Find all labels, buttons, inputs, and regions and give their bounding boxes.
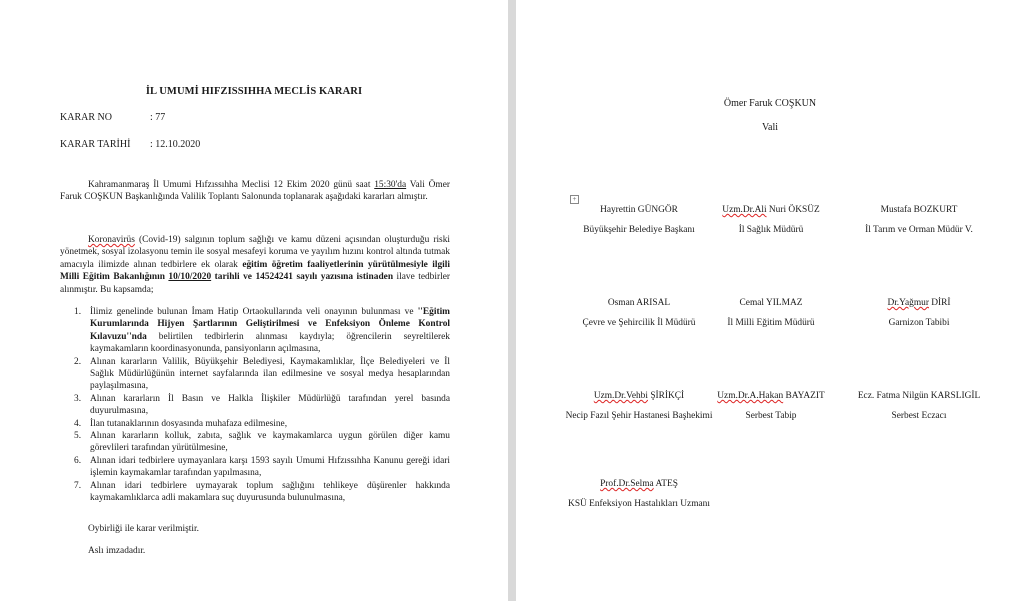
document-title: İL UMUMİ HIFZISSIHHA MECLİS KARARI — [145, 86, 363, 97]
chair-name: Ömer Faruk COŞKUN — [723, 98, 817, 109]
signatory-role: İl Tarım ve Orman Müdür V. — [865, 225, 973, 236]
list-item — [60, 455, 450, 480]
closing-signed: Aslı imzadadır. — [88, 546, 146, 556]
signatory-surname: ŞİRİKÇİ — [647, 391, 685, 401]
signatory-name — [696, 390, 846, 402]
body-text-a: (Covid-19) salgının toplum sağlığı ve kamu düzeni açısından oluşturduğu riski yönetmek, sosyal izolasyonu temin ile sosyal mesafeyi koruma ve yayılım hızını kontrol altında tutmak amacıyla ilimizde alınan tedbirlere ek olarak — [60, 235, 450, 270]
karar-tarihi-label: KARAR TARİHİ — [60, 139, 131, 150]
signatory-name — [564, 297, 714, 309]
karar-no-label: KARAR NO — [60, 112, 112, 123]
list-item-bold: ''Eğitim Kurumlarında Hijyen Şartlarının Geliştirilmesi ve Enfeksiyon Önleme Kontrol Kılavuzu''nda — [90, 307, 450, 342]
body-text-b: ilave tedbirler alınmıştır. Bu kapsamda; — [60, 272, 450, 295]
list-item-text: Alınan kararların kolluk, zabıta, sağlık ve kaymakamlarca uygun görülen diğer kamu görevlileri tarafından yürütülmesine, — [90, 431, 450, 454]
signatory — [564, 478, 714, 511]
body-paragraph — [60, 234, 450, 296]
list-item-number: 5. — [74, 431, 82, 442]
signatory-name — [696, 204, 846, 216]
karar-no-value: : 77 — [150, 112, 166, 123]
body-bold-date: 10/10/2020 — [168, 272, 212, 283]
list-item — [60, 480, 450, 505]
body-keyword: Koronavirüs — [88, 235, 135, 245]
document-page-right — [516, 0, 1024, 601]
list-item-number: 1. — [74, 307, 82, 317]
signatory-role: Garnizon Tabibi — [888, 318, 950, 329]
signatory-surname: BAYAZIT — [783, 391, 825, 401]
intro-text-a: Kahramanmaraş İl Umumi Hıfzıssıhha Meclisi 12 Ekim 2020 günü saat — [88, 180, 375, 190]
karar-no-row — [60, 112, 165, 123]
signatory-role: KSÜ Enfeksiyon Hastalıkları Uzmanı — [568, 499, 710, 510]
signatory-role: İl Milli Eğitim Müdürü — [727, 318, 815, 329]
signatory-title: Dr.Yağmur — [887, 298, 929, 308]
signatory-surname: DİRİ — [928, 298, 951, 308]
list-item-number: 3. — [74, 393, 82, 404]
decision-list — [60, 306, 450, 505]
signatory-role: Büyükşehir Belediye Başkanı — [583, 225, 695, 236]
signatory-surname: Nuri ÖKSÜZ — [766, 205, 820, 215]
signatory-name — [844, 390, 994, 402]
signatory-surname: Hayrettin GÜNGÖR — [600, 205, 678, 215]
list-item-text: Alınan idari tedbirlere uymayanlara karşı 1593 sayılı Umumi Hıfzıssıhha Kanunu gereği idari işlemin kaymakamlar tarafından yapılmasına, — [90, 455, 450, 479]
signatory-surname: Osman ARISAL — [607, 298, 671, 308]
signatory — [844, 204, 994, 237]
signatory-title: Uzm.Dr.Ali — [722, 205, 767, 215]
signatory-name — [844, 204, 994, 216]
signatory-surname: Ecz. Fatma Nilgün KARSLIGİL — [857, 391, 981, 401]
list-item-text: Alınan kararların Valilik, Büyükşehir Belediyesi, Kaymakamlıklar, İlçe Belediyeleri ve İl Sağlık Müdürlüğünün internet sayfalarında ilan edilmesine ve sosyal medya hesaplarından paylaşılmasına, — [90, 356, 450, 392]
signatory — [564, 204, 714, 237]
list-item-text: İlimiz genelinde bulunan İmam Hatip Ortaokullarında veli onayının bulunması ve — [90, 307, 418, 317]
closing-unanimous: Oybirliği ile karar verilmiştir. — [88, 524, 199, 534]
signatory-role: Serbest Eczacı — [891, 411, 947, 422]
signatory-name — [564, 390, 714, 402]
karar-tarihi-value: : 12.10.2020 — [150, 139, 201, 150]
signatory — [564, 390, 714, 423]
signatory — [696, 390, 846, 423]
signatory — [696, 204, 846, 237]
signatory-surname: Cemal YILMAZ — [739, 298, 803, 308]
list-item-number: 7. — [74, 480, 82, 491]
signatory-surname: ATEŞ — [653, 479, 678, 489]
signatory-title: Uzm.Dr.Vehbi — [593, 391, 648, 401]
list-item — [60, 393, 450, 418]
intro-paragraph — [60, 179, 450, 204]
document-page-left — [0, 0, 508, 601]
signatory-name — [696, 297, 846, 309]
signatory-role: Çevre ve Şehircilik İl Müdürü — [582, 318, 696, 329]
intro-time: 15:30'da — [374, 180, 407, 190]
intro-text-b: Vali Ömer Faruk COŞKUN Başkanlığında Valilik Toplantı Salonunda toplanarak aşağıdaki kararları almıştır. — [60, 180, 450, 203]
body-bold-2: tarihli ve 14524241 sayılı yazısına istinaden — [211, 272, 394, 283]
list-item — [60, 356, 450, 393]
signatory-role: Necip Fazıl Şehir Hastanesi Başhekimi — [565, 411, 713, 422]
body-bold-1: eğitim öğretim faaliyetlerinin yürütülmesiyle ilgili Milli Eğitim Bakanlığının — [60, 259, 450, 283]
list-item-text: İlan tutanaklarının dosyasında muhafaza edilmesine, — [90, 418, 288, 429]
signatory — [844, 297, 994, 330]
list-item — [60, 418, 450, 430]
signatory — [564, 297, 714, 330]
list-item-number: 4. — [74, 418, 82, 429]
list-item — [60, 430, 450, 455]
signatory — [844, 390, 994, 423]
signatory-name — [564, 478, 714, 490]
list-item-text: belirtilen tedbirlerin alınması kaydıyla; öğrencilerin seyreltilerek kaymakamların koordinasyonunda, pansiyonların açılmasına, — [90, 331, 450, 355]
signatory-name — [844, 297, 994, 309]
list-item-text: Alınan kararların İl Basın ve Halkla İlişkiler Müdürlüğü tarafından yerel basında duyurulmasına, — [90, 393, 450, 417]
list-item — [60, 306, 450, 356]
signatory-title: Uzm.Dr.A.Hakan — [717, 391, 784, 401]
chair-role: Vali — [761, 122, 779, 133]
list-item-text: Alınan idari tedbirlere uymayarak toplum sağlığını tehlikeye düşürenler hakkında kaymakamlıklarca adli makamlara suç duyurusunda bulunulmasına, — [90, 480, 450, 504]
signatory-name — [564, 204, 714, 216]
signatory-title: Prof.Dr.Selma — [600, 479, 654, 489]
signatory — [696, 297, 846, 330]
signatory-role: Serbest Tabip — [745, 411, 797, 422]
list-item-number: 6. — [74, 455, 82, 466]
page-gap — [508, 0, 516, 601]
signatory-surname: Mustafa BOZKURT — [880, 205, 958, 215]
table-anchor-icon[interactable]: + — [570, 195, 579, 204]
list-item-number: 2. — [74, 356, 82, 367]
signatory-role: İl Sağlık Müdürü — [738, 225, 804, 236]
karar-tarihi-row — [60, 139, 200, 150]
